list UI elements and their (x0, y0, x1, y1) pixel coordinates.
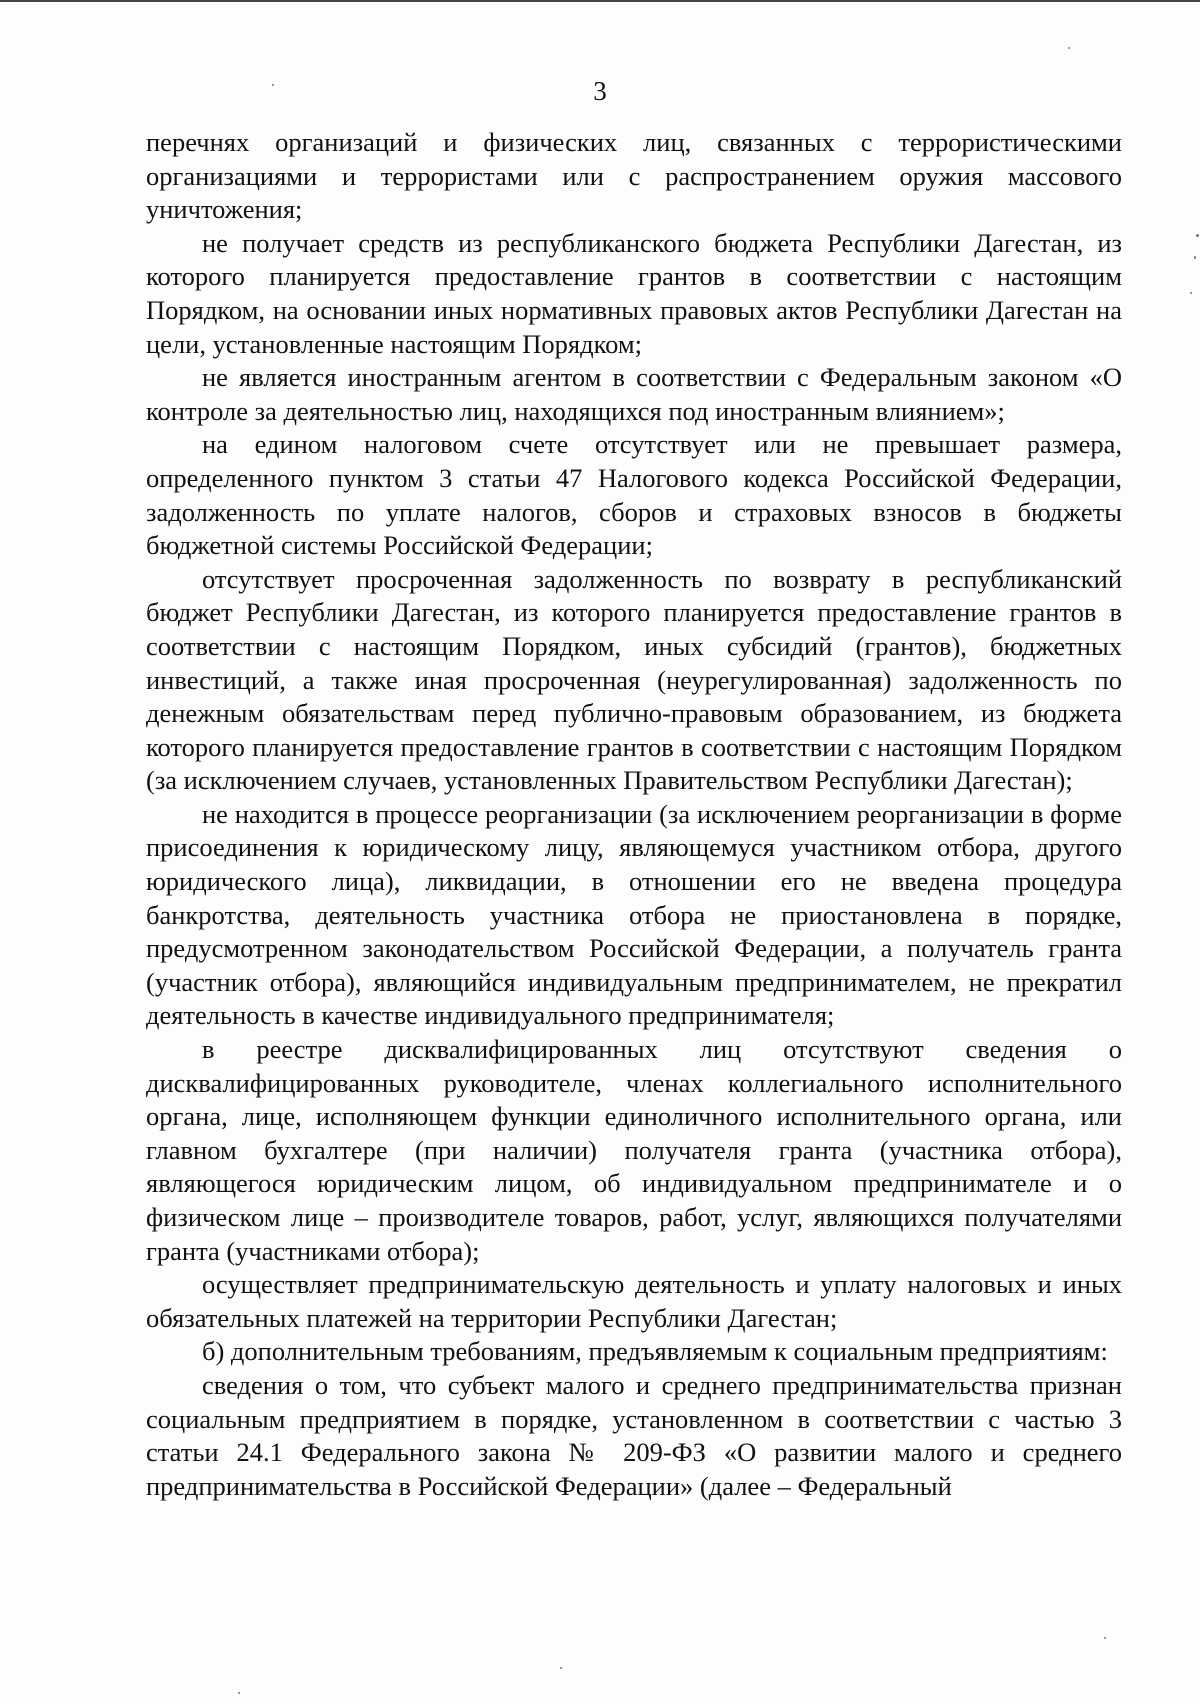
paragraph-business-activity: осуществляет предпринимательскую деятельность и уплату налоговых и иных обязательных платежей на территории Республики Дагестан; (146, 1269, 1122, 1333)
paragraph-social-enterprise: сведения о том, что субъект малого и среднего предпринимательства признан социальным предприятием в порядке, установленном в соответствии с частью 3 статьи 24.1 Федерального закона № 209-ФЗ «О развитии малого и среднего предпринимательства в Российской Федерации» (далее – Федеральный (146, 1369, 1122, 1501)
scan-speck (1190, 292, 1192, 294)
paragraph-additional-requirements: б) дополнительным требованиям, предъявляемым к социальным предприятиям: (202, 1336, 1108, 1367)
scan-speck (272, 84, 274, 86)
paragraph-not-foreign-agent: не является иностранным агентом в соответствии с Федеральным законом «О контроле за деятельностью лиц, находящихся под иностранным влиянием»; (146, 362, 1122, 426)
page-number: 3 (593, 76, 607, 106)
document-body (146, 126, 1122, 1503)
paragraph-reorganization: не находится в процессе реорганизации (за исключением реорганизации в форме присоединения к юридическому лицу, являющемуся участником отбора, другого юридического лица), ликвидации, в отношении его не введена процедура банкротства, деятельность участника отбора не приостановлена в порядке, предусмотренном законодательством Российской Федерации, а получатель гранта (участник отбора), являющийся индивидуальным предпринимателем, не прекратил деятельность в качестве индивидуального предпринимателя; (146, 798, 1122, 1031)
scan-speck (560, 1667, 562, 1669)
scan-speck (1104, 1637, 1106, 1639)
paragraph-tax-account: на едином налоговом счете отсутствует или не превышает размера, определенного пунктом 3 статьи 47 Налогового кодекса Российской Федерации, задолженность по уплате налогов, сборов и страховых взносов в бюджеты бюджетной системы Российской Федерации; (146, 429, 1122, 561)
paragraph-no-budget-funds: не получает средств из республиканского бюджета Республики Дагестан, из которого планируется предоставление грантов в соответствии с настоящим Порядком, на основании иных нормативных правовых актов Республики Дагестан на цели, установленные настоящим Порядком; (146, 227, 1122, 359)
paragraph-terrorist-lists: перечнях организаций и физических лиц, связанных с террористическими организациями и террористами или с распространением оружия массового уничтожения; (146, 127, 1122, 225)
scan-speck (1068, 47, 1070, 49)
scan-speck (238, 1692, 240, 1694)
scan-speck (1196, 234, 1199, 237)
paragraph-overdue-debt: отсутствует просроченная задолженность по возврату в республиканский бюджет Республики Дагестан, из которого планируется предоставление грантов в соответствии с настоящим Порядком, иных субсидий (грантов), бюджетных инвестиций, а также иная просроченная (неурегулированная) задолженность по денежным обязательствам перед публично-правовым образованием, из бюджета которого планируется предоставление грантов в соответствии с настоящим Порядком (за исключением случаев, установленных Правительством Республики Дагестан); (146, 563, 1122, 796)
paragraph-disqualified-registry: в реестре дисквалифицированных лиц отсутствуют сведения о дисквалифицированных руководителе, членах коллегиального исполнительного органа, лице, исполняющем функции единоличного исполнительного органа, или главном бухгалтере (при наличии) получателя гранта (участника отбора), являющегося юридическим лицом, об индивидуальном предпринимателе и о физическом лице – производителе товаров, работ, услуг, являющихся получателями гранта (участниками отбора); (146, 1034, 1122, 1266)
scan-speck (1194, 256, 1196, 259)
